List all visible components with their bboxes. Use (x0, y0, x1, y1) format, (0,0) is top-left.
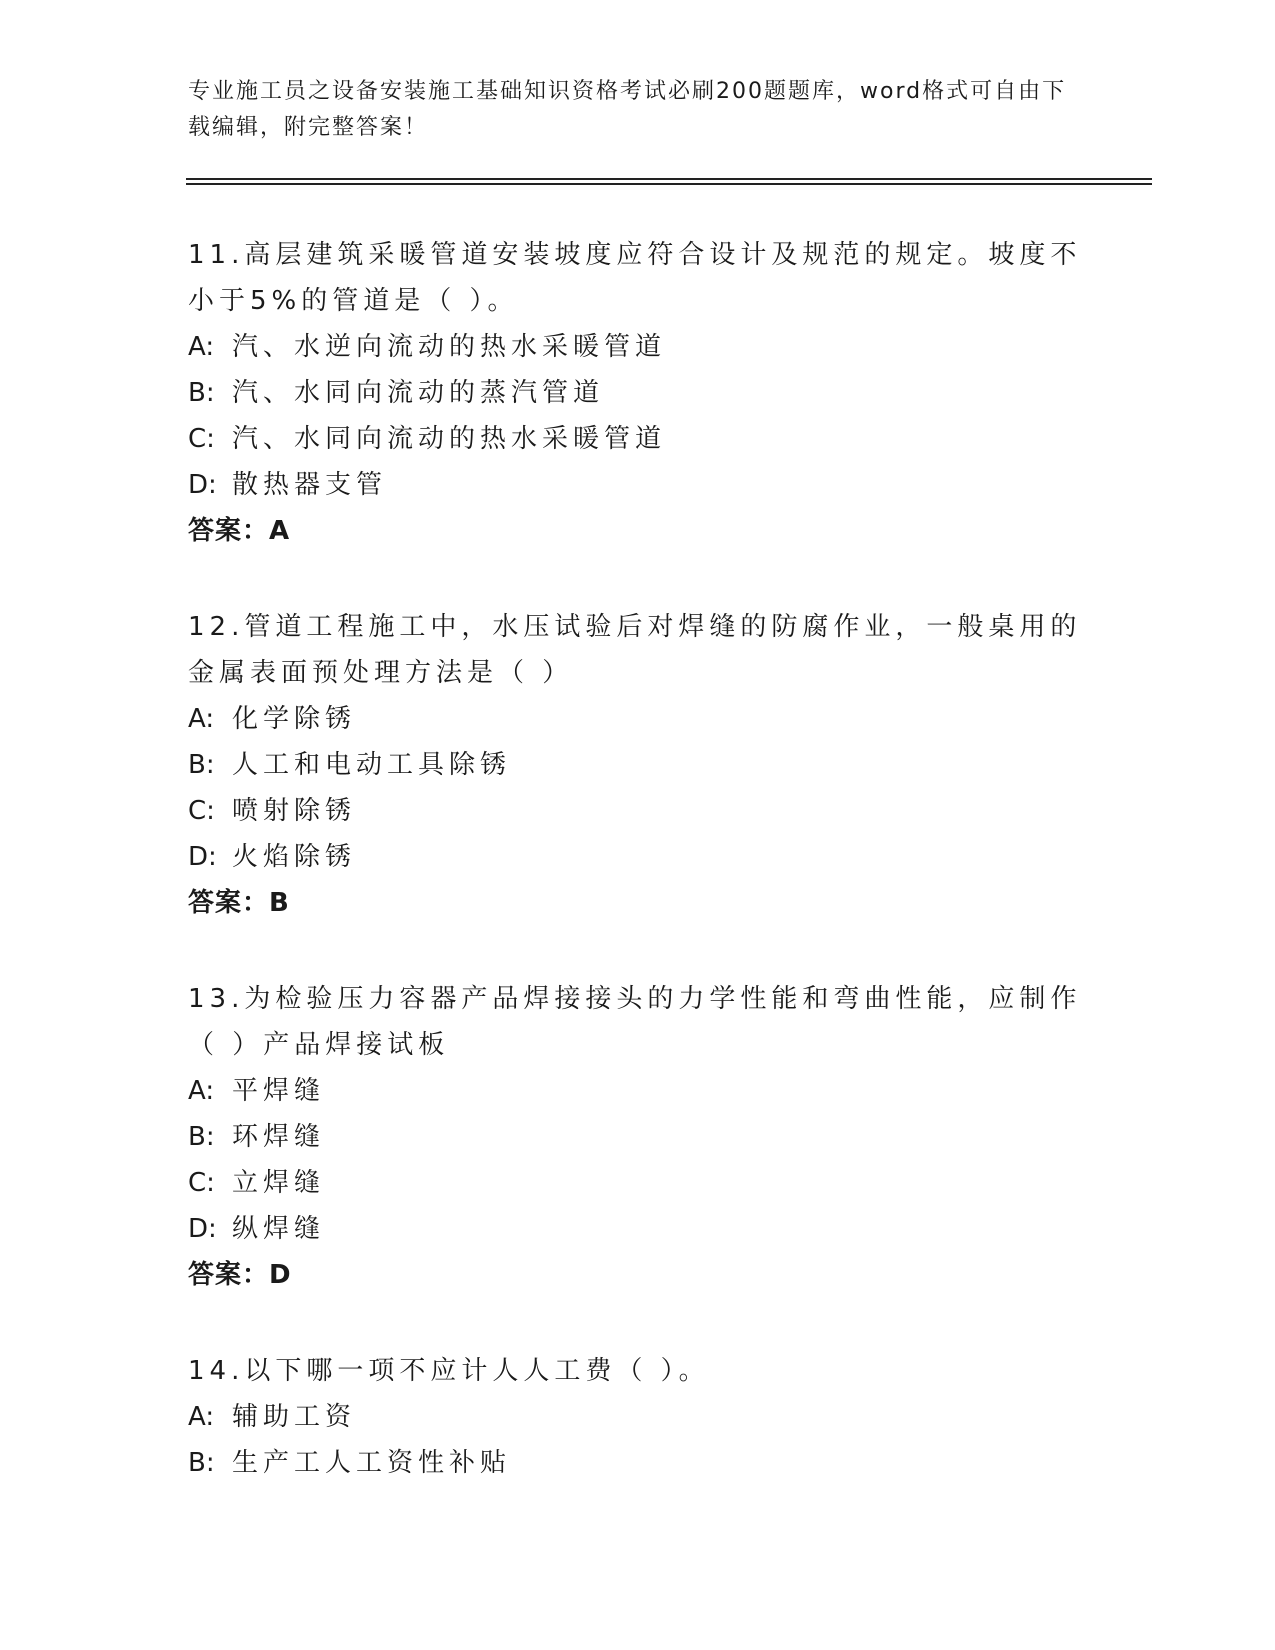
option-b (188, 1114, 1088, 1160)
option-text: 人工和电动工具除锈 (232, 750, 512, 780)
option-d (188, 1206, 1088, 1252)
question-stem: 13.为检验压力容器产品焊接接头的力学性能和弯曲性能，应制作（ ）产品焊接试板 (188, 984, 1082, 1060)
option-b (188, 1440, 1088, 1486)
option-key: D: (188, 842, 217, 872)
option-key: C: (188, 424, 215, 454)
option-key: A: (188, 1402, 215, 1432)
option-c (188, 416, 1088, 462)
option-key: B: (188, 378, 215, 408)
option-key: B: (188, 750, 215, 780)
option-key: B: (188, 1448, 215, 1478)
option-text: 纵焊缝 (232, 1214, 326, 1244)
question-11 (188, 232, 1088, 554)
answer-line: 答案：A (188, 516, 291, 546)
option-text: 散热器支管 (232, 470, 388, 500)
option-key: A: (188, 332, 215, 362)
question-14 (188, 1348, 1088, 1486)
option-text: 化学除锈 (232, 704, 357, 734)
option-d (188, 462, 1088, 508)
option-c (188, 1160, 1088, 1206)
question-stem: 11.高层建筑采暖管道安装坡度应符合设计及规范的规定。坡度不小于5%的管道是（ ）。 (188, 240, 1082, 316)
option-text: 汽、水同向流动的热水采暖管道 (232, 424, 667, 454)
option-key: C: (188, 1168, 215, 1198)
document-header: 专业施工员之设备安装施工基础知识资格考试必刷200题题库，word格式可自由下载编辑，附完整答案！ (188, 79, 1067, 140)
option-key: A: (188, 704, 215, 734)
question-list (188, 232, 1088, 1536)
option-text: 汽、水逆向流动的热水采暖管道 (232, 332, 667, 362)
option-c (188, 788, 1088, 834)
question-13 (188, 976, 1088, 1298)
option-text: 喷射除锈 (232, 796, 357, 826)
option-key: B: (188, 1122, 215, 1152)
option-key: C: (188, 796, 215, 826)
option-key: D: (188, 470, 217, 500)
option-a (188, 1394, 1088, 1440)
option-text: 生产工人工资性补贴 (232, 1448, 512, 1478)
option-b (188, 742, 1088, 788)
answer-line: 答案：D (188, 1260, 292, 1290)
option-key: A: (188, 1076, 215, 1106)
answer-line: 答案：B (188, 888, 290, 918)
option-d (188, 834, 1088, 880)
option-key: D: (188, 1214, 217, 1244)
option-text: 立焊缝 (232, 1168, 326, 1198)
option-a (188, 324, 1088, 370)
question-stem: 12.管道工程施工中，水压试验后对焊缝的防腐作业，一般桌用的金属表面预处理方法是（ ） (188, 612, 1082, 688)
option-b (188, 370, 1088, 416)
header-divider-top (186, 178, 1152, 180)
option-a (188, 1068, 1088, 1114)
question-12 (188, 604, 1088, 926)
option-text: 汽、水同向流动的蒸汽管道 (232, 378, 605, 408)
option-text: 辅助工资 (232, 1402, 357, 1432)
option-a (188, 696, 1088, 742)
option-text: 火焰除锈 (232, 842, 357, 872)
option-text: 环焊缝 (232, 1122, 326, 1152)
question-stem: 14.以下哪一项不应计人人工费（ ）。 (188, 1356, 710, 1386)
option-text: 平焊缝 (232, 1076, 326, 1106)
header-divider-bottom (186, 183, 1152, 185)
